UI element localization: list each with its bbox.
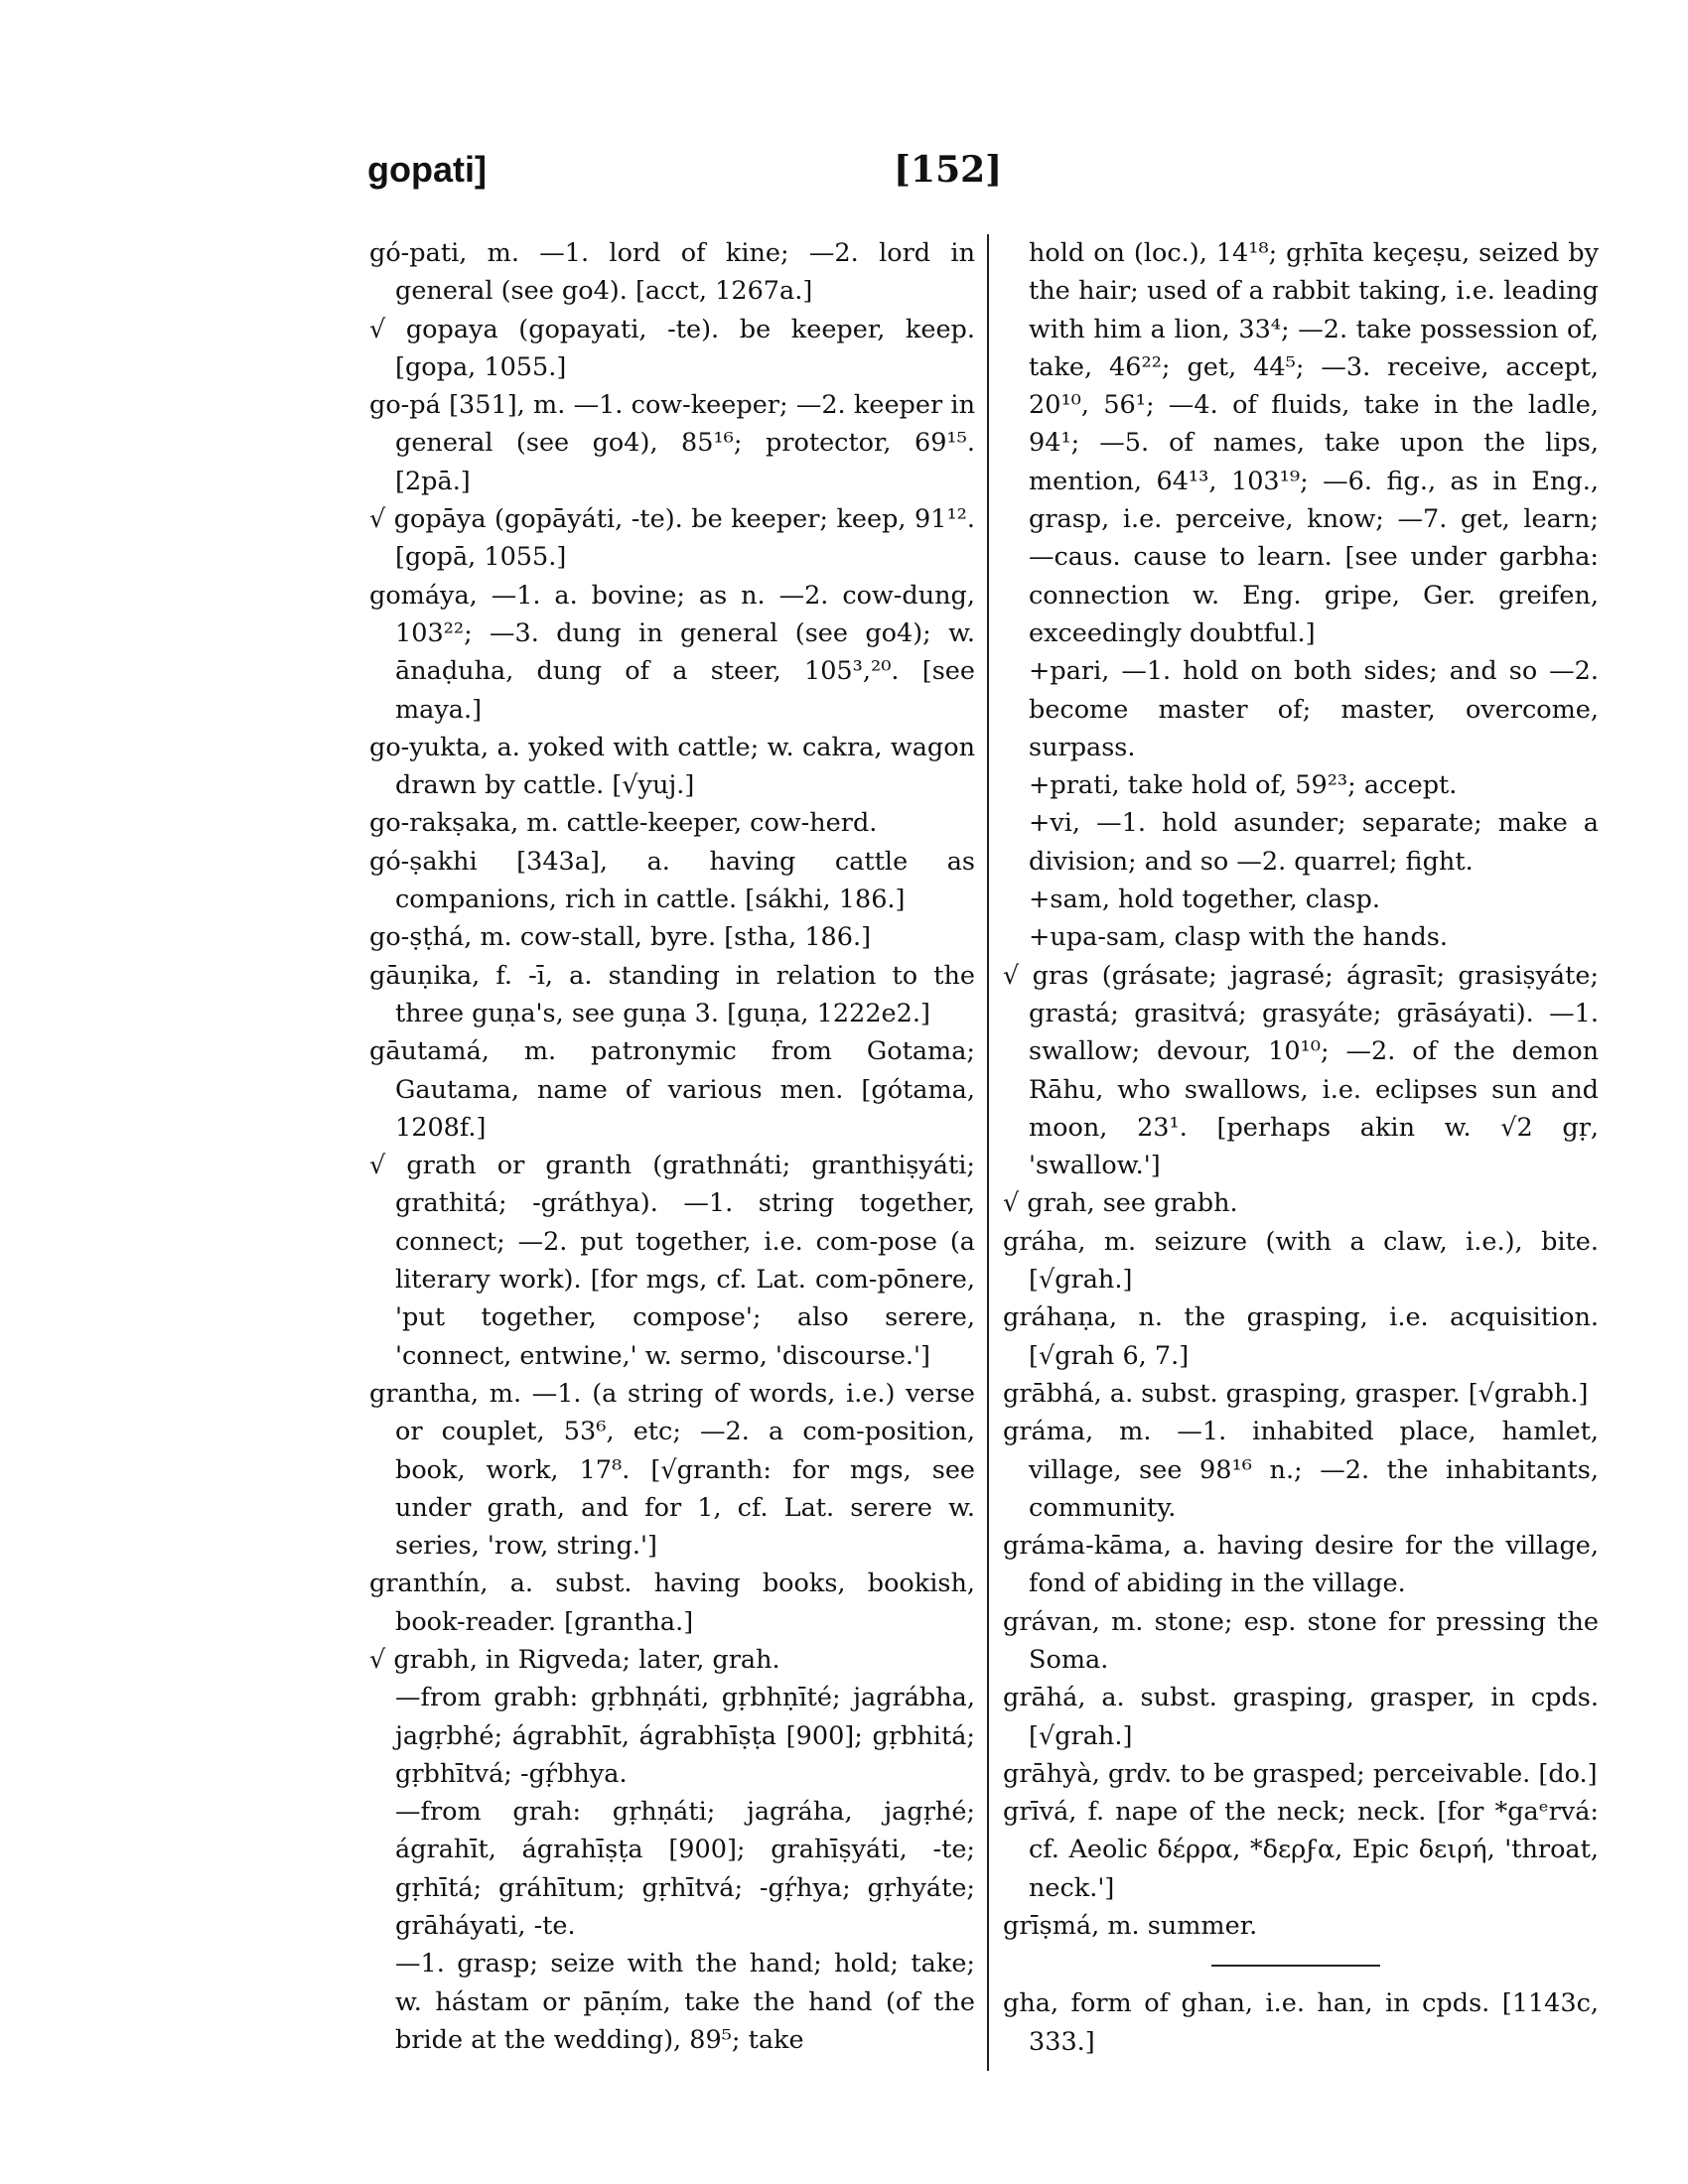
- dictionary-entry: granthín, a. subst. having books, bookish, book-reader. [grantha.]: [369, 1569, 975, 1637]
- dictionary-entry: gāuṇika, f. -ī, a. standing in relation to the three guṇa's, see guṇa 3. [guṇa, 1222e2.]: [369, 960, 975, 1028]
- dictionary-entry: √ gopaya (gopayati, -te). be keeper, keep. [gopa, 1055.]: [369, 314, 975, 382]
- section-rule: [1211, 1965, 1380, 1967]
- dictionary-entry: gomáya, —1. a. bovine; as n. —2. cow-dung, 103²²; —3. dung in general (see go4); w. ānaḍuha, dung of a steer, 105³,²⁰. [see maya.]: [369, 580, 975, 725]
- dictionary-entry: gó-ṣakhi [343a], a. having cattle as companions, rich in cattle. [sákhi, 186.]: [369, 846, 975, 915]
- dictionary-entry: grávan, m. stone; esp. stone for pressing the Soma.: [1003, 1606, 1599, 1675]
- dictionary-entry: √ grabh, in Rigveda; later, grah.: [369, 1644, 780, 1675]
- dictionary-entry: gó-pati, m. —1. lord of kine; —2. lord in general (see go4). [acct, 1267a.]: [369, 238, 975, 307]
- page-number: [152]: [894, 149, 1003, 191]
- dictionary-entry: go-ṣṭhá, m. cow-stall, byre. [stha, 186.]: [369, 922, 872, 953]
- sub-entry: +pari, —1. hold on both sides; and so —2. become master of; master, overcome, surpass.: [1029, 656, 1599, 762]
- dictionary-entry: go-yukta, a. yoked with cattle; w. cakra, wagon drawn by cattle. [√yuj.]: [369, 732, 975, 801]
- dictionary-entry: grantha, m. —1. (a string of words, i.e.) verse or couplet, 53⁶, etc; —2. a com-position, book, work, 17⁸. [√granth: for mgs, see under grath, and for 1, cf. Lat. serere w. series, 'row, string.']: [369, 1378, 975, 1562]
- entry-continuation: —from grah: gṛhṇáti; jagráha, jagṛhé; ágrahīt, ágrahīṣṭa [900]; grahīṣyáti, -te; gṛhītá; gráhītum; gṛhītvá; -gṛ́hya; gṛhyáte; grāháyati, -te.: [395, 1797, 975, 1942]
- entry-continuation: —from grabh: gṛbhṇáti, gṛbhṇīté; jagrábha, jagṛbhé; ágrabhīt, ágrabhīṣṭa [900]; gṛbhitá; gṛbhītvá; -gṛ́bhya.: [395, 1683, 975, 1789]
- dictionary-entry: grīvá, f. nape of the neck; neck. [for *gaᵉrvá: cf. Aeolic δέρρα, *δερϝα, Epic δειρή, 'throat, neck.']: [1003, 1797, 1599, 1903]
- dictionary-entry: gráha, m. seizure (with a claw, i.e.), bite. [√grah.]: [1003, 1226, 1599, 1296]
- dictionary-entry: √ grath or granth (grathnáti; granthiṣyáti; grathitá; -gráthya). —1. string together, connect; —2. put together, i.e. com-pose (a literary work). [for mgs, cf. Lat. com-pōnere, 'put together, compose'; also serere, 'connect, entwine,' w. sermo, 'discourse.']: [369, 1151, 975, 1371]
- dictionary-entry: go-rakṣaka, m. cattle-keeper, cow-herd.: [369, 808, 878, 839]
- dictionary-entry: grīṣmá, m. summer.: [1003, 1911, 1258, 1942]
- dictionary-entry: gráma, m. —1. inhabited place, hamlet, village, see 98¹⁶ n.; —2. the inhabitants, community.: [1003, 1417, 1599, 1523]
- dictionary-entry: gráma-kāma, a. having desire for the village, fond of abiding in the village.: [1003, 1531, 1599, 1599]
- dictionary-entry: gha, form of ghan, i.e. han, in cpds. [1143c, 333.]: [1003, 1988, 1599, 2057]
- dictionary-entry: gráhaṇa, n. the grasping, i.e. acquisition. [√grah 6, 7.]: [1003, 1302, 1599, 1371]
- dictionary-entry: √ grah, see grabh.: [1003, 1188, 1238, 1219]
- dictionary-entry: grābhá, a. subst. grasping, grasper. [√grabh.]: [1003, 1378, 1589, 1409]
- entry-continuation: hold on (loc.), 14¹⁸; gṛhīta keçeṣu, seized by the hair; used of a rabbit taking, i.e. leading with him a lion, 33⁴; —2. take possession of, take, 46²²; get, 44⁵; —3. receive, accept, 20¹⁰, 56¹; —4. of fluids, take in the ladle, 94¹; —5. of names, take upon the lips, mention, 64¹³, 103¹⁹; —6. fig., as in Eng., grasp, i.e. perceive, know; —7. get, learn; —caus. cause to learn. [see under garbha: connection w. Eng. gripe, Ger. greifen, exceedingly doubtful.]: [1029, 238, 1599, 648]
- sub-entry: +prati, take hold of, 59²³; accept.: [1029, 770, 1458, 801]
- sub-entry: +vi, —1. hold asunder; separate; make a division; and so —2. quarrel; fight.: [1029, 808, 1599, 877]
- dictionary-entry: grāhá, a. subst. grasping, grasper, in cpds. [√grah.]: [1003, 1683, 1599, 1751]
- entry-continuation: —1. grasp; seize with the hand; hold; take; w. hástam or pāṇím, take the hand (of the bride at the wedding), 89⁵; take: [395, 1949, 975, 2055]
- sub-entry: +sam, hold together, clasp.: [1029, 885, 1380, 915]
- right-column: [1003, 234, 1599, 2061]
- left-column: [369, 234, 975, 2059]
- dictionary-entry: √ gras (grásate; jagrasé; ágrasīt; grasiṣyáte; grastá; grasitvá; grasyáte; grāsáyati). —1. swallow; devour, 10¹⁰; —2. of the demon Rāhu, who swallows, i.e. eclipses sun and moon, 23¹. [perhaps akin w. √2 gṛ, 'swallow.']: [1003, 960, 1599, 1181]
- running-head: gopati]: [367, 149, 487, 190]
- dictionary-entry: √ gopāya (gopāyáti, -te). be keeper; keep, 91¹². [gopā, 1055.]: [369, 504, 975, 573]
- dictionary-entry: grāhyà, grdv. to be grasped; perceivable. [do.]: [1003, 1758, 1598, 1789]
- sub-entry: +upa-sam, clasp with the hands.: [1029, 922, 1448, 953]
- column-divider: [987, 234, 989, 2071]
- dictionary-entry: go-pá [351], m. —1. cow-keeper; —2. keeper in general (see go4), 85¹⁶; protector, 69¹⁵. [2pā.]: [369, 390, 975, 496]
- dictionary-entry: gāutamá, m. patronymic from Gotama; Gautama, name of various men. [gótama, 1208f.]: [369, 1036, 975, 1143]
